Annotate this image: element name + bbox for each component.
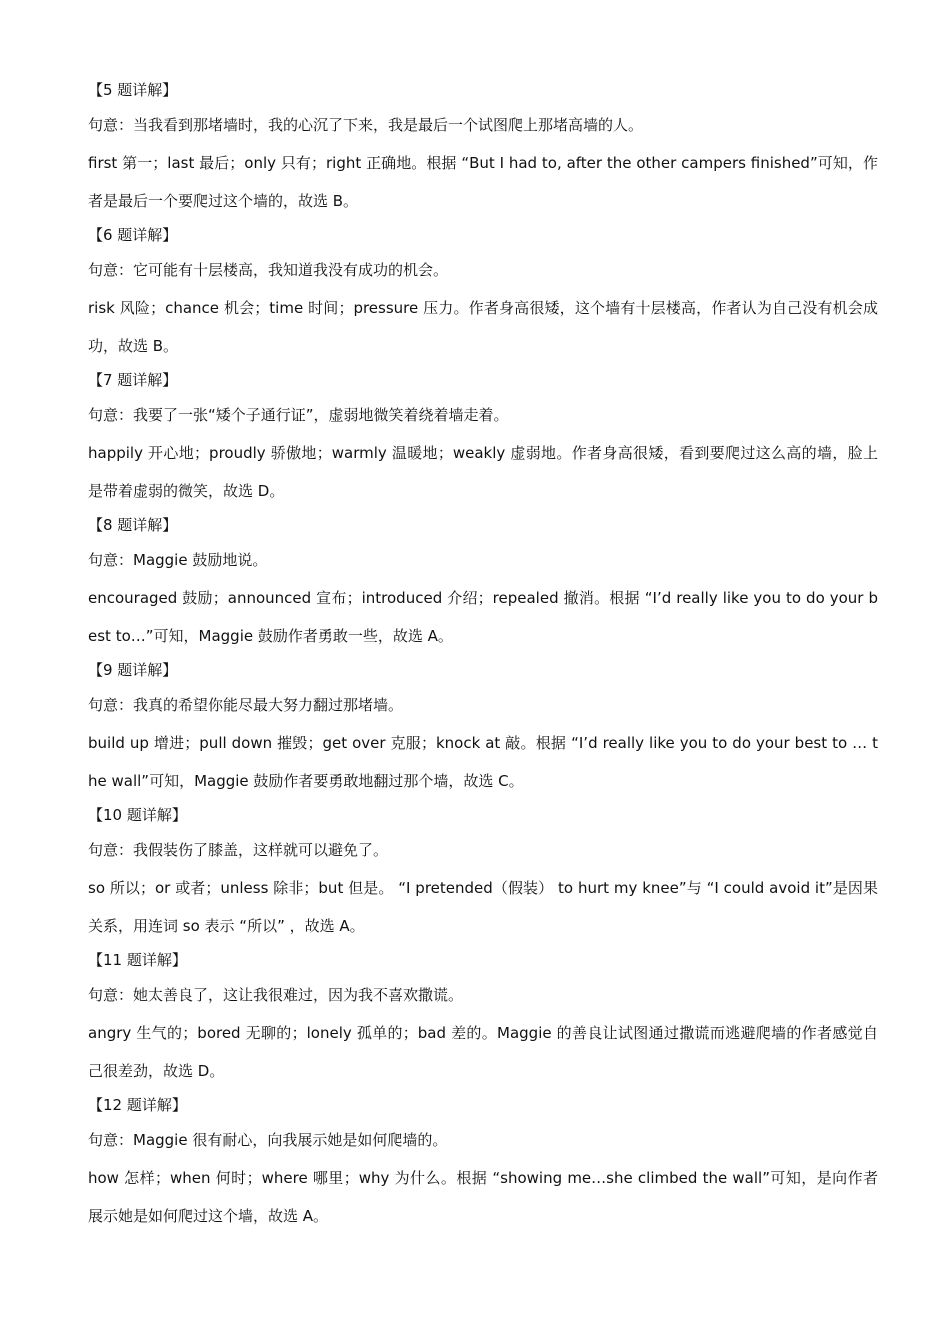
question-6-sentence: 句意：它可能有十层楼高，我知道我没有成功的机会。 <box>88 261 449 279</box>
question-12-heading: 【12 题详解】 <box>88 1096 187 1114</box>
question-10-section <box>88 803 878 945</box>
question-12-sentence: 句意：Maggie 很有耐心，向我展示她是如何爬墙的。 <box>88 1131 448 1149</box>
question-11-explanation: angry 生气的；bored 无聊的；lonely 孤单的；bad 差的。Maggie 的善良让试图通过撒谎而逃避爬墙的作者感觉自己很差劲，故选 D。 <box>88 1024 878 1080</box>
question-6-heading: 【6 题详解】 <box>88 226 178 244</box>
question-6-explanation: risk 风险；chance 机会；time 时间；pressure 压力。作者身高很矮，这个墙有十层楼高，作者认为自己没有机会成功，故选 B。 <box>88 299 878 355</box>
question-7-sentence: 句意：我要了一张“矮个子通行证”，虚弱地微笑着绕着墙走着。 <box>88 406 509 424</box>
question-5-sentence: 句意：当我看到那堵墙时，我的心沉了下来，我是最后一个试图爬上那堵高墙的人。 <box>88 116 644 134</box>
question-8-sentence: 句意：Maggie 鼓励地说。 <box>88 551 268 569</box>
question-10-explanation: so 所以；or 或者；unless 除非；but 但是。 “I pretended（假装） to hurt my knee”与 “I could avoid it”是因果关系，用连词 so 表示 “所以” ，故选 A。 <box>88 879 878 935</box>
question-5-heading: 【5 题详解】 <box>88 81 178 99</box>
question-7-heading: 【7 题详解】 <box>88 371 178 389</box>
question-8-heading: 【8 题详解】 <box>88 516 178 534</box>
question-9-sentence: 句意：我真的希望你能尽最大努力翻过那堵墙。 <box>88 696 404 714</box>
question-12-explanation: how 怎样；when 何时；where 哪里；why 为什么。根据 “showing me…she climbed the wall”可知，是向作者展示她是如何爬过这个墙，故选 A。 <box>88 1169 878 1225</box>
question-7-section <box>88 368 878 510</box>
question-10-sentence: 句意：我假装伤了膝盖，这样就可以避免了。 <box>88 841 389 859</box>
question-5-section <box>88 78 878 220</box>
question-8-section <box>88 513 878 655</box>
question-6-section <box>88 223 878 365</box>
question-7-explanation: happily 开心地；proudly 骄傲地；warmly 温暖地；weakly 虚弱地。作者身高很矮，看到要爬过这么高的墙，脸上是带着虚弱的微笑，故选 D。 <box>88 444 878 500</box>
question-11-sentence: 句意：她太善良了，这让我很难过，因为我不喜欢撒谎。 <box>88 986 464 1004</box>
question-9-explanation: build up 增进；pull down 摧毁；get over 克服；knock at 敲。根据 “I’d really like you to do your best to … the wall”可知，Maggie 鼓励作者要勇敢地翻过那个墙，故选 C。 <box>88 734 878 790</box>
question-8-explanation: encouraged 鼓励；announced 宣布；introduced 介绍；repealed 撤消。根据 “I’d really like you to do your best to…”可知，Maggie 鼓励作者勇敢一些，故选 A。 <box>88 589 878 645</box>
question-12-section <box>88 1093 878 1235</box>
question-10-heading: 【10 题详解】 <box>88 806 187 824</box>
question-9-heading: 【9 题详解】 <box>88 661 178 679</box>
question-5-explanation: first 第一；last 最后；only 只有；right 正确地。根据 “But I had to, after the other campers finished”可知，作者是最后一个要爬过这个墙的，故选 B。 <box>88 154 878 210</box>
question-11-section <box>88 948 878 1090</box>
question-11-heading: 【11 题详解】 <box>88 951 187 969</box>
document-page <box>88 78 878 1238</box>
question-9-section <box>88 658 878 800</box>
